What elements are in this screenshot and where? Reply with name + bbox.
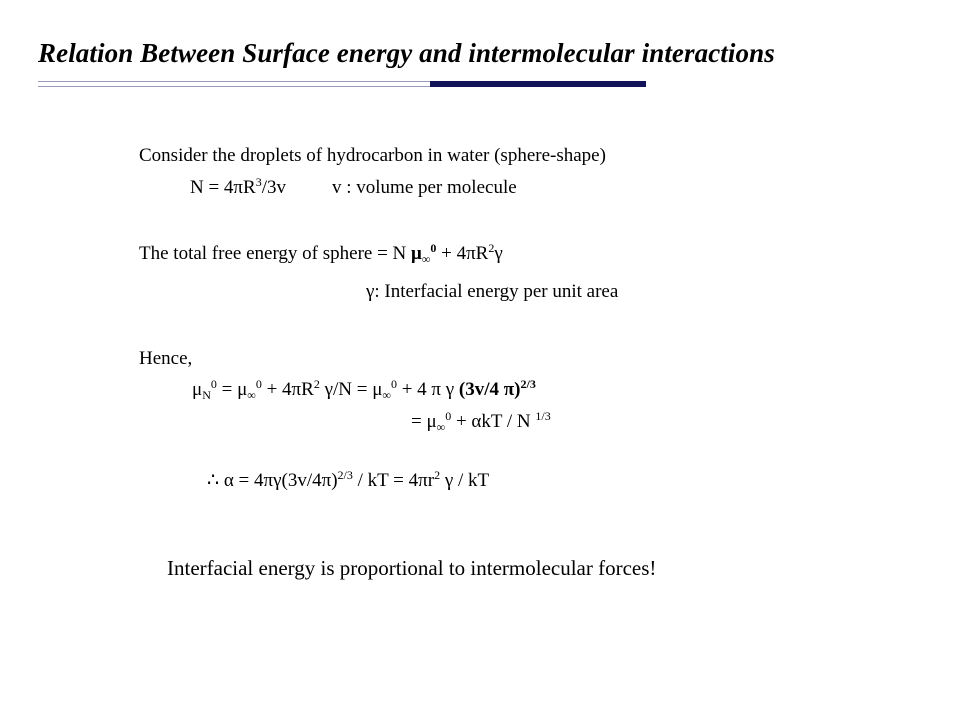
eq1-part1: = [216,379,238,400]
zero-sup: 0 [255,377,262,391]
volume-definition: v : volume per molecule [331,177,517,198]
mu-symbol: μ [192,379,203,400]
line-mu-n-equation [192,377,536,402]
mu-symbol: μ [426,411,437,432]
inf-sub: ∞ [247,388,256,402]
line-gamma-definition: γ: Interfacial energy per unit area [366,281,619,302]
zero-sup: 0 [210,377,217,391]
inf-sub: ∞ [382,388,391,402]
n-eq-lhs: N = 4πR [190,177,256,198]
gamma-symbol: γ [494,243,503,264]
inf-sub: ∞ [421,252,431,266]
line-hence: Hence, [139,348,193,369]
n-eq-rhs: /3v [261,177,286,198]
zero-sup: 0 [430,241,437,255]
eq3-part1: α = 4πγ(3v/4π) [219,470,338,491]
conclusion-text: Interfacial energy is proportional to intermolecular forces! [167,556,657,580]
line-total-free-energy [139,241,503,266]
mu-symbol: μ [372,379,383,400]
two-sup: 2 [488,241,495,255]
two-sup: 2 [434,468,441,482]
slide-title: Relation Between Surface energy and intermolecular interactions [38,38,775,68]
mu-symbol: μ [411,243,422,264]
exp-two-thirds: 2/3 [337,468,353,482]
line-consider: Consider the droplets of hydrocarbon in water (sphere-shape) [139,145,606,166]
eq2-part2: + αkT / N [451,411,536,432]
exp-one-third: 1/3 [535,409,551,423]
n-eq-exp: 3 [255,175,262,189]
eq1-part4: + 4 π γ [396,379,459,400]
free-energy-tail: + 4πR [436,243,489,264]
n-sub: N [202,388,211,402]
eq3-part2: / kT = 4πr [352,470,435,491]
exp-two-thirds: 2/3 [520,377,536,391]
eq1-part2: + 4πR [261,379,314,400]
title-underline-accent [430,81,646,87]
mu-symbol: μ [237,379,248,400]
zero-sup: 0 [390,377,397,391]
eq1-bold: (3v/4 π) [458,379,521,400]
eq3-part3: γ / kT [440,470,490,491]
line-alpha-equation [411,409,551,434]
inf-sub: ∞ [436,420,446,434]
two-sup: 2 [313,377,320,391]
zero-sup: 0 [445,409,452,423]
line-n-equation [190,175,517,198]
free-energy-text: The total free energy of sphere = N [139,243,412,264]
line-therefore [207,468,490,491]
therefore-symbol: ∴ [207,470,220,491]
eq1-part3: γ/N = [319,379,373,400]
eq2-part1: = [411,411,427,432]
